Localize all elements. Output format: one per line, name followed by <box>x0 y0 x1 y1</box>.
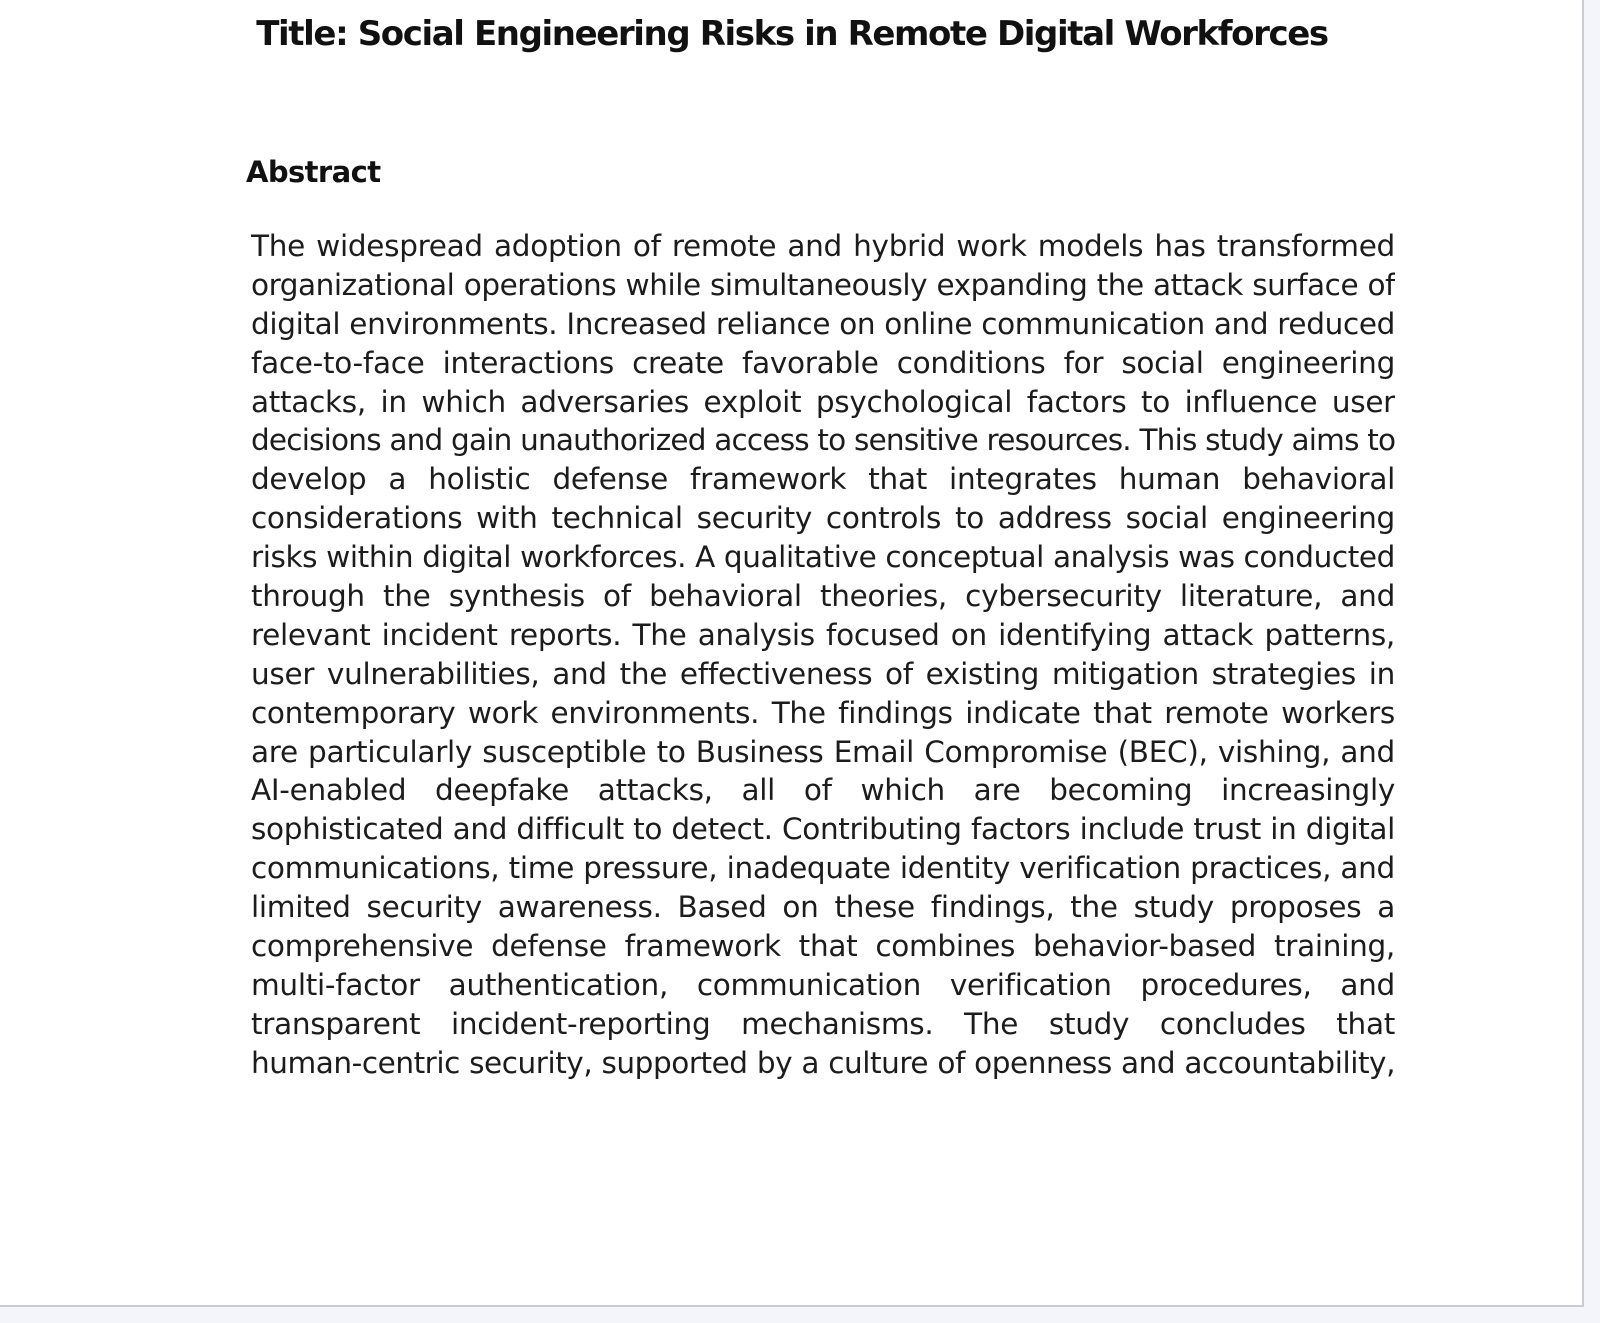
abstract-line: human-centric security, supported by a culture of openness and accountability, <box>251 1045 1395 1080</box>
abstract-line: sophisticated and difficult to detect. Contributing factors include trust in digital <box>251 812 1395 847</box>
abstract-line: face-to-face interactions create favorable conditions for social engineering <box>251 345 1395 380</box>
abstract-line: decisions and gain unauthorized access to sensitive resources. This study aims to <box>251 423 1395 458</box>
abstract-line: user vulnerabilities, and the effectiveness of existing mitigation strategies in <box>251 656 1395 691</box>
abstract-line: digital environments. Increased reliance on online communication and reduced <box>251 306 1395 341</box>
abstract-heading: Abstract <box>246 155 381 189</box>
abstract-body <box>251 227 1395 1083</box>
abstract-line: transparent incident-reporting mechanisms. The study concludes that <box>251 1006 1395 1041</box>
abstract-line: considerations with technical security controls to address social engineering <box>251 501 1395 536</box>
abstract-line: develop a holistic defense framework that integrates human behavioral <box>251 462 1395 497</box>
document-title: Title: Social Engineering Risks in Remote Digital Workforces <box>256 14 1328 54</box>
abstract-line: through the synthesis of behavioral theories, cybersecurity literature, and <box>251 579 1395 614</box>
abstract-line: risks within digital workforces. A qualitative conceptual analysis was conducted <box>251 540 1395 575</box>
abstract-line: organizational operations while simultaneously expanding the attack surface of <box>251 267 1395 302</box>
abstract-line: contemporary work environments. The findings indicate that remote workers <box>251 695 1395 730</box>
abstract-line: The widespread adoption of remote and hybrid work models has transformed <box>251 229 1395 263</box>
abstract-line: communications, time pressure, inadequate identity verification practices, and <box>251 851 1395 886</box>
abstract-line: limited security awareness. Based on these findings, the study proposes a <box>251 890 1395 925</box>
abstract-line: are particularly susceptible to Business Email Compromise (BEC), vishing, and <box>251 734 1395 769</box>
abstract-line: multi-factor authentication, communication verification procedures, and <box>251 967 1395 1002</box>
abstract-line: AI-enabled deepfake attacks, all of which are becoming increasingly <box>251 773 1395 808</box>
abstract-line: comprehensive defense framework that combines behavior-based training, <box>251 929 1395 964</box>
abstract-line: attacks, in which adversaries exploit psychological factors to influence user <box>251 384 1395 419</box>
abstract-line: relevant incident reports. The analysis focused on identifying attack patterns, <box>251 617 1395 652</box>
